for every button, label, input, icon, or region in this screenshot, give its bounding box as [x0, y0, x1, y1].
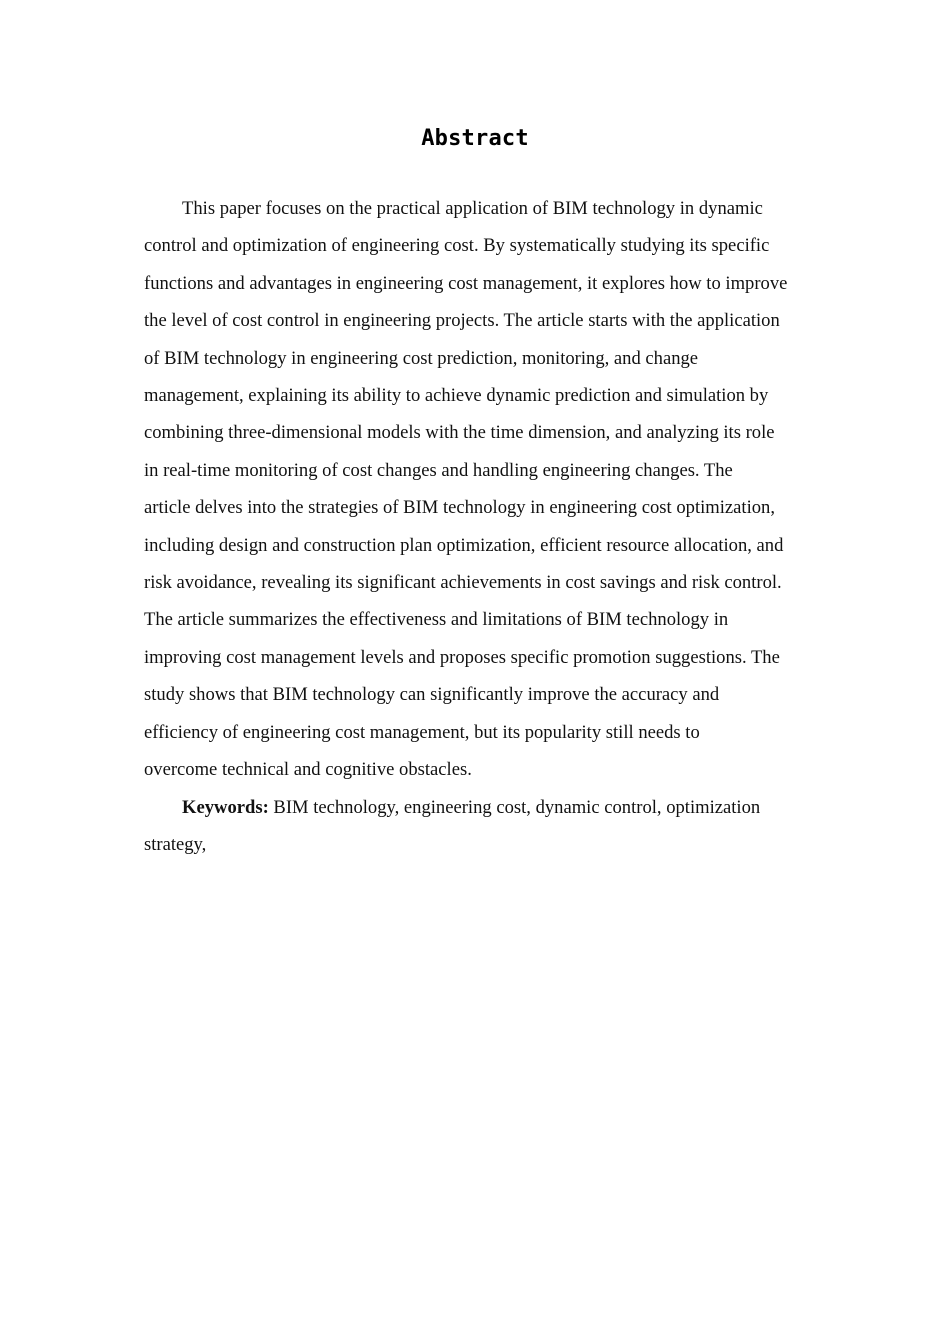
keywords-label: Keywords:	[182, 796, 269, 818]
keywords-text: BIM technology, engineering cost, dynamic control, optimization	[273, 796, 761, 818]
abstract-line: the level of cost control in engineering projects. The article starts with the application	[144, 310, 780, 332]
abstract-line: This paper focuses on the practical application of BIM technology in dynamic	[182, 198, 763, 219]
abstract-line: efficiency of engineering cost management, but its popularity still needs to	[144, 721, 700, 743]
abstract-line: study shows that BIM technology can significantly improve the accuracy and	[144, 684, 720, 706]
keywords-line-continued: strategy,	[144, 833, 207, 855]
abstract-line: including design and construction plan optimization, efficient resource allocation, and	[144, 534, 784, 556]
abstract-line: improving cost management levels and proposes specific promotion suggestions. The	[144, 646, 780, 668]
abstract-line: risk avoidance, revealing its significant achievements in cost savings and risk control.	[144, 572, 782, 594]
keywords-line	[144, 789, 810, 826]
abstract-line: overcome technical and cognitive obstacles.	[144, 759, 472, 781]
abstract-line: The article summarizes the effectiveness and limitations of BIM technology in	[144, 609, 729, 631]
abstract-line: of BIM technology in engineering cost prediction, monitoring, and change	[144, 347, 699, 369]
abstract-body	[144, 190, 810, 863]
abstract-line: combining three-dimensional models with the time dimension, and analyzing its role	[144, 422, 775, 444]
page-title: Abstract	[421, 126, 529, 151]
abstract-line: control and optimization of engineering cost. By systematically studying its specific	[144, 235, 770, 257]
abstract-line: article delves into the strategies of BIM technology in engineering cost optimization,	[144, 497, 775, 519]
abstract-line: in real-time monitoring of cost changes and handling engineering changes. The	[144, 459, 733, 481]
abstract-line: functions and advantages in engineering cost management, it explores how to improve	[144, 272, 788, 294]
abstract-line: management, explaining its ability to achieve dynamic prediction and simulation by	[144, 385, 769, 407]
